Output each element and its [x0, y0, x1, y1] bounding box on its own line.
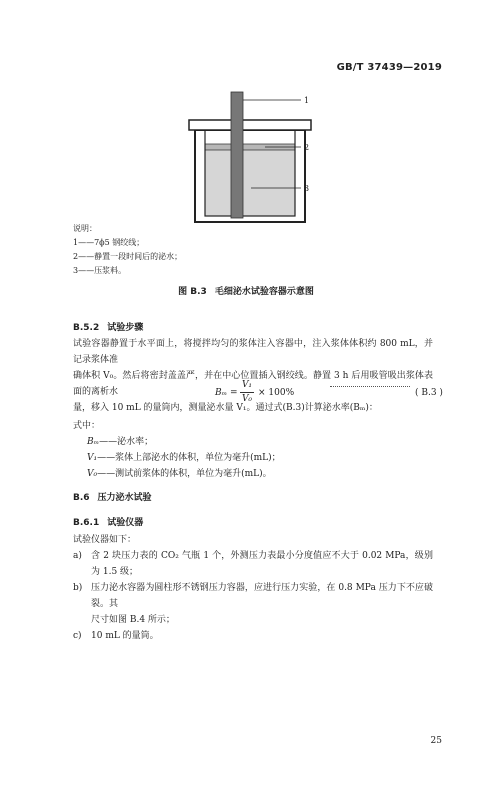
figure-title: 毛细泌水试验容器示意图 [214, 287, 314, 297]
list-item-text: 压力泌水容器为圆柱形不锈钢压力容器，应进行压力实验，在 0.8 MPa 压力下不应破裂。其 [91, 583, 433, 609]
list-intro: 试验仪器如下： [73, 535, 137, 545]
procedure-line-2: 确体积 V₀。然后将密封盖盖严，并在中心位置插入钢绞线。静置 3 h 后用吸管吸出浆体表面的离析水 [73, 371, 433, 397]
list-marker: c) [73, 631, 82, 641]
figure-legend [73, 222, 182, 278]
variable-definitions [73, 418, 281, 482]
variable-symbol: V₀ [87, 469, 98, 479]
list-item [73, 580, 433, 628]
figure-caption [0, 284, 500, 297]
section-heading-b52 [73, 320, 143, 333]
section-number: B.6 [73, 493, 90, 503]
variable-item [73, 450, 281, 466]
slurry-fill [205, 150, 295, 216]
procedure-line-3: 量，移入 10 mL 的量筒内，测量泌水量 V₁。通过式(B.3)计算泌水率(Bₘ)： [73, 403, 378, 413]
formula-denominator: V₀ [241, 394, 253, 404]
steel-strand [231, 92, 243, 218]
section-title: 试验仪器 [107, 518, 144, 528]
callout-3: 3 [304, 184, 310, 193]
formula-multiplier: × 100% [258, 388, 295, 398]
section-number: B.6.1 [73, 518, 100, 528]
variable-description: ——测试前浆体的体积，单位为毫升(mL)。 [97, 469, 272, 479]
section-number: B.5.2 [73, 323, 100, 333]
bleeding-container-figure [175, 88, 325, 228]
fraction-bar [240, 392, 254, 393]
sealing-lid [189, 120, 311, 130]
legend-item-3: 3——压浆料。 [73, 266, 127, 275]
variable-item [73, 434, 281, 450]
section-title: 压力泌水试验 [97, 493, 152, 503]
figure-number: 图 B.3 [178, 287, 207, 297]
legend-item-1: 1——7ϕ5 钢绞线； [73, 238, 145, 247]
list-marker: b) [73, 583, 83, 593]
legend-title: 说明： [73, 224, 97, 233]
list-item-text: 含 2 块压力表的 CO₂ 气瓶 1 个，外测压力表最小分度值应不大于 0.02 MPa，级别为 1.5 级； [91, 551, 433, 577]
formula-b3 [0, 376, 500, 410]
page-number: 25 [430, 736, 442, 746]
list-marker: a) [73, 551, 82, 561]
formula-numerator: V₁ [241, 380, 253, 390]
callout-1: 1 [304, 96, 310, 105]
equation-number: ( B.3 ) [415, 388, 443, 398]
formula-lhs: Bₘ = [215, 388, 238, 398]
section-heading-b6 [73, 490, 152, 503]
callout-2: 2 [304, 143, 310, 152]
list-item [73, 628, 433, 644]
variable-symbol: Bₘ [87, 437, 100, 447]
list-item-text: 10 mL 的量筒。 [91, 631, 159, 641]
list-item-text-cont: 尺寸如图 B.4 所示； [91, 615, 175, 625]
container-diagram [175, 88, 325, 228]
list-item [73, 548, 433, 580]
standard-number: GB/T 37439—2019 [336, 62, 442, 73]
variable-symbol: V₁ [87, 453, 98, 463]
variable-description: ——浆体上部泌水的体积，单位为毫升(mL)； [97, 453, 281, 463]
instrument-list [73, 532, 433, 644]
section-heading-b61 [73, 515, 143, 528]
variable-description: ——泌水率； [99, 437, 154, 447]
legend-item-2: 2——静置一段时间后的泌水； [73, 252, 183, 261]
variable-item [73, 466, 281, 482]
variable-intro: 式中： [73, 421, 101, 431]
formula-fraction [240, 380, 254, 405]
section-title: 试验步骤 [107, 323, 144, 333]
procedure-line-1: 试验容器静置于水平面上，将搅拌均匀的浆体注入容器中，注入浆体体积约 800 mL，并记录浆体准 [73, 339, 433, 365]
formula-leader-dots [330, 386, 410, 387]
